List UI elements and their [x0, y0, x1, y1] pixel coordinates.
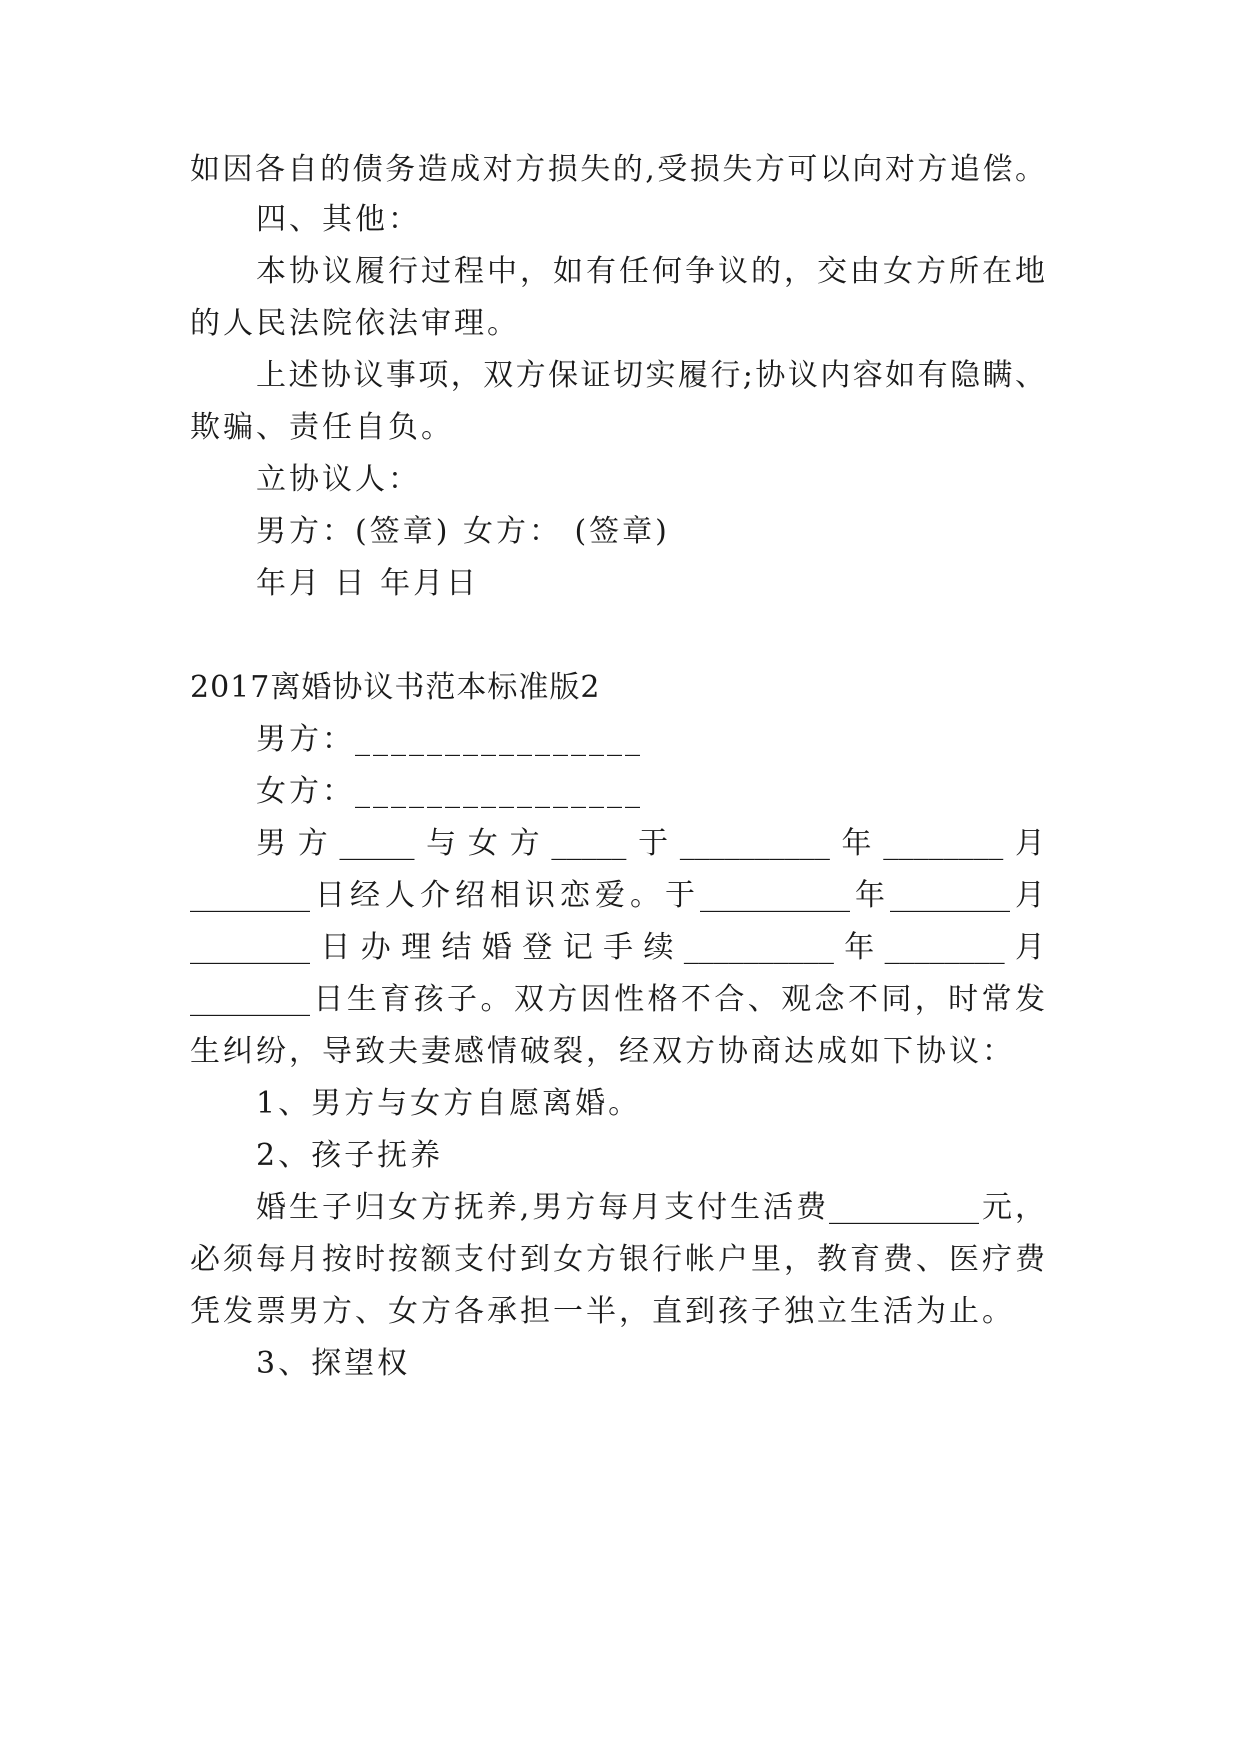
document-title: 2017离婚协议书范本标准版2: [190, 670, 601, 705]
date-line: 年月 日 年月日: [256, 566, 480, 601]
clause-heading: 3、探望权: [256, 1346, 411, 1381]
paragraph-line: 本协议履行过程中，如有任何争议的，交由女方所在地: [256, 254, 1048, 289]
clause-item: 1、男方与女方自愿离婚。: [256, 1086, 642, 1121]
paragraph-line: 如因各自的债务造成对方损失的,受损失方可以向对方追偿。: [190, 152, 1045, 187]
paragraph-line: ________日经人介绍相识恋爱。于__________年________月: [190, 878, 1045, 913]
paragraph-line: 的人民法院依法审理。: [190, 306, 520, 341]
paragraph-line: ________日办理结婚登记手续__________年________月: [190, 930, 1045, 965]
paragraph-line: 男方_____与女方_____于__________年________月: [256, 826, 1045, 861]
paragraph-line: ________日生育孩子。双方因性格不合、观念不同，时常发: [190, 982, 1045, 1017]
signature-line: 男方：(签章) 女方： (签章): [256, 514, 670, 549]
paragraph-line: 必须每月按时按额支付到女方银行帐户里，教育费、医疗费: [190, 1242, 1045, 1277]
paragraph-line: 生纠纷，导致夫妻感情破裂，经双方协商达成如下协议：: [190, 1034, 1015, 1069]
paragraph-line: 上述协议事项，双方保证切实履行;协议内容如有隐瞒、: [256, 358, 1045, 393]
paragraph-line: 凭发票男方、女方各承担一半，直到孩子独立生活为止。: [190, 1294, 1015, 1329]
signatories-label: 立协议人：: [256, 462, 421, 497]
paragraph-line: 欺骗、责任自负。: [190, 410, 454, 445]
paragraph-line: 婚生子归女方抚养,男方每月支付生活费__________元，: [256, 1190, 1045, 1225]
male-party-field: 男方：________________: [256, 722, 643, 757]
clause-heading: 2、孩子抚养: [256, 1138, 444, 1173]
female-party-field: 女方：________________: [256, 774, 643, 809]
section-heading: 四、其他：: [256, 202, 421, 237]
